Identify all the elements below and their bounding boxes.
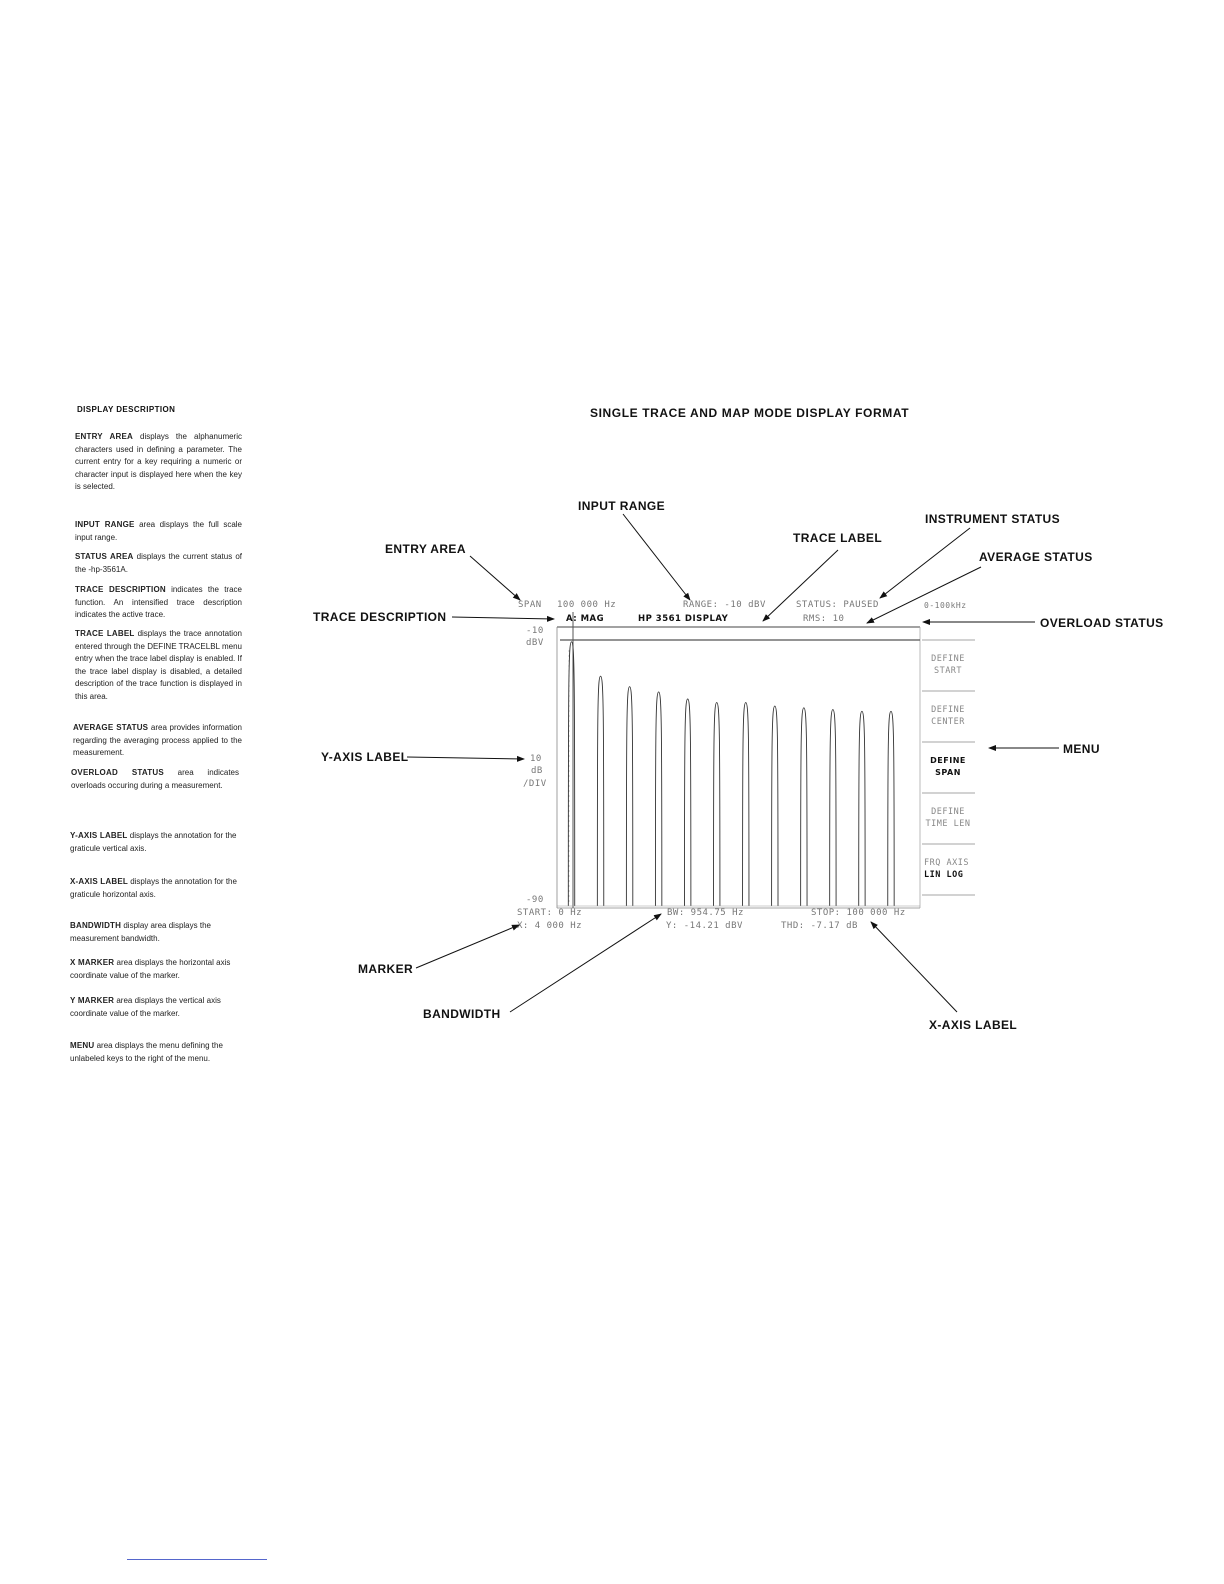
trace-description: A: MAG (566, 614, 605, 624)
trace-label: HP 3561 DISPLAY (638, 614, 729, 624)
thd-readout: THD: -7.17 dB (781, 921, 858, 931)
definition: area provides information regarding the averaging process applied to the measurement. (73, 723, 242, 757)
menu-key-line2: TIME LEN (925, 819, 971, 829)
menu-key-line1: DEFINE (930, 756, 966, 765)
menu-separators (922, 640, 975, 895)
callout-arrows (407, 514, 1059, 1012)
spectrum-trace (557, 642, 920, 906)
menu-key-line2: LIN LOG (924, 870, 964, 880)
callout-x-axis-label: X-AXIS LABEL (929, 1018, 1018, 1032)
overload-status: 0-100kHz (924, 601, 967, 610)
figure-title: SINGLE TRACE AND MAP MODE DISPLAY FORMAT (590, 406, 910, 420)
instrument-status: STATUS: PAUSED (796, 600, 879, 610)
callout-input-range: INPUT RANGE (578, 499, 666, 513)
term: OVERLOAD STATUS (71, 768, 164, 777)
menu-key-line1: FRQ AXIS (924, 858, 969, 868)
definition: displays the current status of the -hp-3561A. (75, 552, 243, 574)
harmonic-peak (830, 710, 836, 906)
definition: area displays the horizontal axis coordinate value of the marker. (70, 958, 231, 980)
term: Y MARKER (70, 996, 115, 1005)
entry-value: 100 000 Hz (557, 600, 617, 610)
harmonic-peak (626, 687, 632, 906)
term: BANDWIDTH (70, 921, 122, 930)
menu-key-line1: DEFINE (931, 705, 965, 715)
term: X MARKER (70, 958, 115, 967)
definition: area indicates overloads occuring during a measurement. (71, 768, 239, 790)
definition: indicates the trace function. An intensified trace description indicates the active trace. (75, 585, 242, 619)
average-status: RMS: 10 (803, 614, 845, 624)
term: AVERAGE STATUS (73, 723, 149, 732)
callout-marker: MARKER (358, 962, 414, 976)
menu-key-line2: SPAN (935, 768, 961, 777)
callout-overload-status: OVERLOAD STATUS (1040, 616, 1164, 630)
harmonic-peak (772, 706, 778, 906)
y-bottom-value: -90 (526, 895, 544, 905)
y-marker: Y: -14.21 dBV (666, 921, 743, 931)
definition: area displays the vertical axis coordinate value of the marker. (70, 996, 221, 1018)
menu-key-line2: CENTER (931, 717, 965, 727)
term: MENU (70, 1041, 95, 1050)
term: X-AXIS LABEL (70, 877, 128, 886)
x-stop: STOP: 100 000 Hz (811, 908, 906, 918)
harmonic-peak (684, 699, 690, 906)
menu-key-line1: DEFINE (931, 807, 965, 817)
term: ENTRY AREA (75, 432, 134, 441)
bandwidth: BW: 954.75 Hz (667, 908, 744, 918)
harmonic-peak (888, 711, 894, 906)
definition: displays the annotation for the graticule vertical axis. (70, 831, 237, 853)
term: TRACE LABEL (75, 629, 135, 638)
y-scale-per-div: /DIV (523, 779, 547, 789)
callout-trace-description: TRACE DESCRIPTION (313, 610, 447, 624)
definition: area displays the menu defining the unlabeled keys to the right of the menu. (70, 1041, 223, 1063)
term: Y-AXIS LABEL (70, 831, 128, 840)
harmonic-peak (597, 676, 603, 906)
definition: area displays the full scale input range. (75, 520, 242, 542)
definition: display area displays the measurement bandwidth. (70, 921, 211, 943)
menu-key-line1: DEFINE (931, 654, 965, 664)
description-heading: DISPLAY DESCRIPTION (77, 405, 176, 414)
callout-average-status: AVERAGE STATUS (979, 550, 1093, 564)
callout-menu: MENU (1063, 742, 1100, 756)
page-footer-rule (127, 1559, 267, 1560)
definition: displays the annotation for the graticule horizontal axis. (70, 877, 237, 899)
callout-bandwidth: BANDWIDTH (423, 1007, 501, 1021)
term: TRACE DESCRIPTION (75, 585, 166, 594)
harmonic-peak (859, 711, 865, 906)
harmonic-peak (655, 692, 661, 906)
harmonic-peak (743, 703, 749, 906)
x-marker: X: 4 000 Hz (517, 921, 583, 931)
term: STATUS AREA (75, 552, 134, 561)
y-scale-unit: dB (531, 766, 543, 776)
callout-y-axis-label: Y-AXIS LABEL (321, 750, 409, 764)
definition: displays the trace annotation entered through the DEFINE TRACELBL menu entry when the trace label display is enabled. If the trace label display is disabled, a detailed description of the trace function is displayed in this area. (75, 629, 242, 701)
term: INPUT RANGE (75, 520, 135, 529)
menu-key-line2: START (933, 666, 963, 676)
x-start: START: 0 Hz (517, 908, 583, 918)
harmonic-peak (801, 708, 807, 906)
callout-trace-label: TRACE LABEL (793, 531, 883, 545)
y-top-unit: dBV (526, 638, 544, 648)
entry-label: SPAN (518, 600, 542, 610)
input-range: RANGE: -10 dBV (683, 600, 766, 610)
y-top-value: -10 (526, 626, 544, 636)
harmonic-peak (714, 703, 720, 906)
callout-entry-area: ENTRY AREA (385, 542, 466, 556)
y-scale-value: 10 (530, 754, 542, 764)
definition: displays the alphanumeric characters used in defining a parameter. The current entry for a key requiring a numeric or character input is displayed here when the key is selected. (75, 432, 242, 491)
callout-instrument-status: INSTRUMENT STATUS (925, 512, 1061, 526)
